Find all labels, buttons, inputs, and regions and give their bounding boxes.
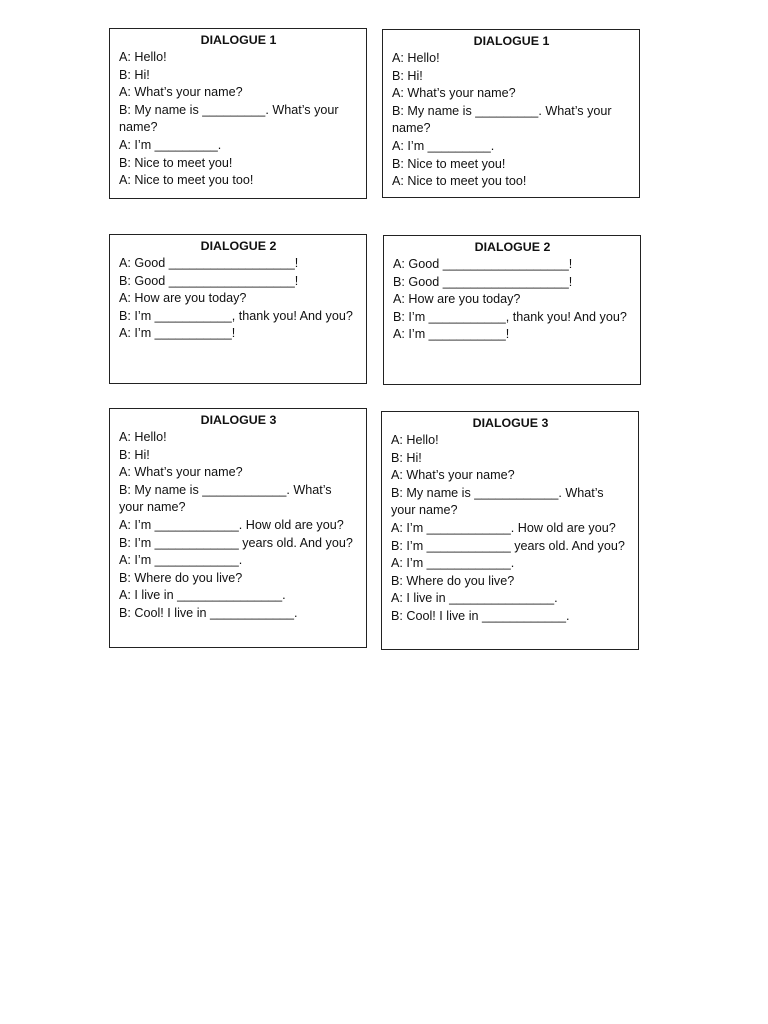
dialogue-line: B: Good __________________! bbox=[119, 273, 299, 288]
dialogue-line: A: I’m ____________. bbox=[119, 553, 243, 568]
dialogue-line: A: I’m ____________. bbox=[391, 556, 515, 571]
dialogue-line: B: I’m ____________ years old. And you? bbox=[391, 538, 625, 553]
dialogue-card-3-left bbox=[109, 408, 367, 648]
dialogue-card-1-left bbox=[109, 28, 367, 199]
dialogue-line: B: Where do you live? bbox=[391, 573, 515, 588]
dialogue-line: A: I’m ___________! bbox=[119, 326, 236, 341]
dialogue-line: B: My name is ____________. What’s your name? bbox=[119, 482, 332, 515]
dialogue-card-2-left bbox=[109, 234, 367, 384]
dialogue-line: A: Hello! bbox=[119, 430, 167, 444]
dialogue-line: B: I’m ___________, thank you! And you? bbox=[393, 309, 627, 324]
dialogue-title: DIALOGUE 1 bbox=[200, 33, 277, 47]
dialogue-line: B: Where do you live? bbox=[119, 570, 243, 585]
dialogue-line: A: Hello! bbox=[119, 50, 167, 64]
dialogue-line: A: Nice to meet you too! bbox=[119, 173, 254, 188]
dialogue-line: A: What’s your name? bbox=[119, 85, 243, 100]
dialogue-line: B: Nice to meet you! bbox=[392, 156, 506, 171]
dialogue-line: A: What’s your name? bbox=[392, 86, 516, 101]
dialogue-line: B: Good __________________! bbox=[393, 274, 573, 289]
dialogue-card-3-right bbox=[381, 411, 639, 650]
dialogue-line: B: Hi! bbox=[391, 450, 422, 465]
dialogue-line: A: What’s your name? bbox=[119, 465, 243, 480]
dialogue-line: A: Nice to meet you too! bbox=[392, 174, 527, 189]
dialogue-title: DIALOGUE 1 bbox=[473, 34, 550, 48]
dialogue-line: A: Hello! bbox=[391, 433, 439, 447]
dialogue-line: B: Hi! bbox=[119, 447, 150, 462]
dialogue-title: DIALOGUE 2 bbox=[474, 240, 551, 254]
dialogue-line: A: Good __________________! bbox=[119, 256, 299, 270]
dialogue-line: A: I’m ____________. How old are you? bbox=[391, 520, 616, 535]
dialogue-line: A: I’m ____________. How old are you? bbox=[119, 517, 344, 532]
dialogue-line: A: I live in _______________. bbox=[391, 591, 558, 606]
dialogue-title: DIALOGUE 2 bbox=[200, 239, 277, 253]
dialogue-line: A: How are you today? bbox=[393, 292, 521, 307]
dialogue-line: A: Good __________________! bbox=[393, 257, 573, 271]
dialogue-title: DIALOGUE 3 bbox=[200, 413, 277, 427]
dialogue-title: DIALOGUE 3 bbox=[472, 416, 549, 430]
dialogue-line: B: Hi! bbox=[119, 67, 150, 82]
dialogue-line: A: I’m ___________! bbox=[393, 327, 510, 342]
dialogue-line: A: I live in _______________. bbox=[119, 588, 286, 603]
dialogue-line: B: My name is _________. What’s your name? bbox=[119, 102, 339, 135]
dialogue-line: B: Nice to meet you! bbox=[119, 155, 233, 170]
dialogue-line: B: I’m ____________ years old. And you? bbox=[119, 535, 353, 550]
dialogue-line: A: Hello! bbox=[392, 51, 440, 65]
dialogue-line: B: I’m ___________, thank you! And you? bbox=[119, 308, 353, 323]
dialogue-line: B: Hi! bbox=[392, 68, 423, 83]
dialogue-line: A: I’m _________. bbox=[392, 138, 495, 153]
dialogue-card-2-right bbox=[383, 235, 641, 385]
dialogue-line: A: What’s your name? bbox=[391, 468, 515, 483]
dialogue-line: B: Cool! I live in ____________. bbox=[391, 608, 570, 623]
dialogue-card-1-right bbox=[382, 29, 640, 198]
dialogue-line: B: My name is _________. What’s your name? bbox=[392, 103, 612, 136]
dialogue-line: B: Cool! I live in ____________. bbox=[119, 605, 298, 620]
dialogue-line: B: My name is ____________. What’s your name? bbox=[391, 485, 604, 518]
dialogue-line: A: How are you today? bbox=[119, 291, 247, 306]
dialogue-line: A: I’m _________. bbox=[119, 137, 222, 152]
